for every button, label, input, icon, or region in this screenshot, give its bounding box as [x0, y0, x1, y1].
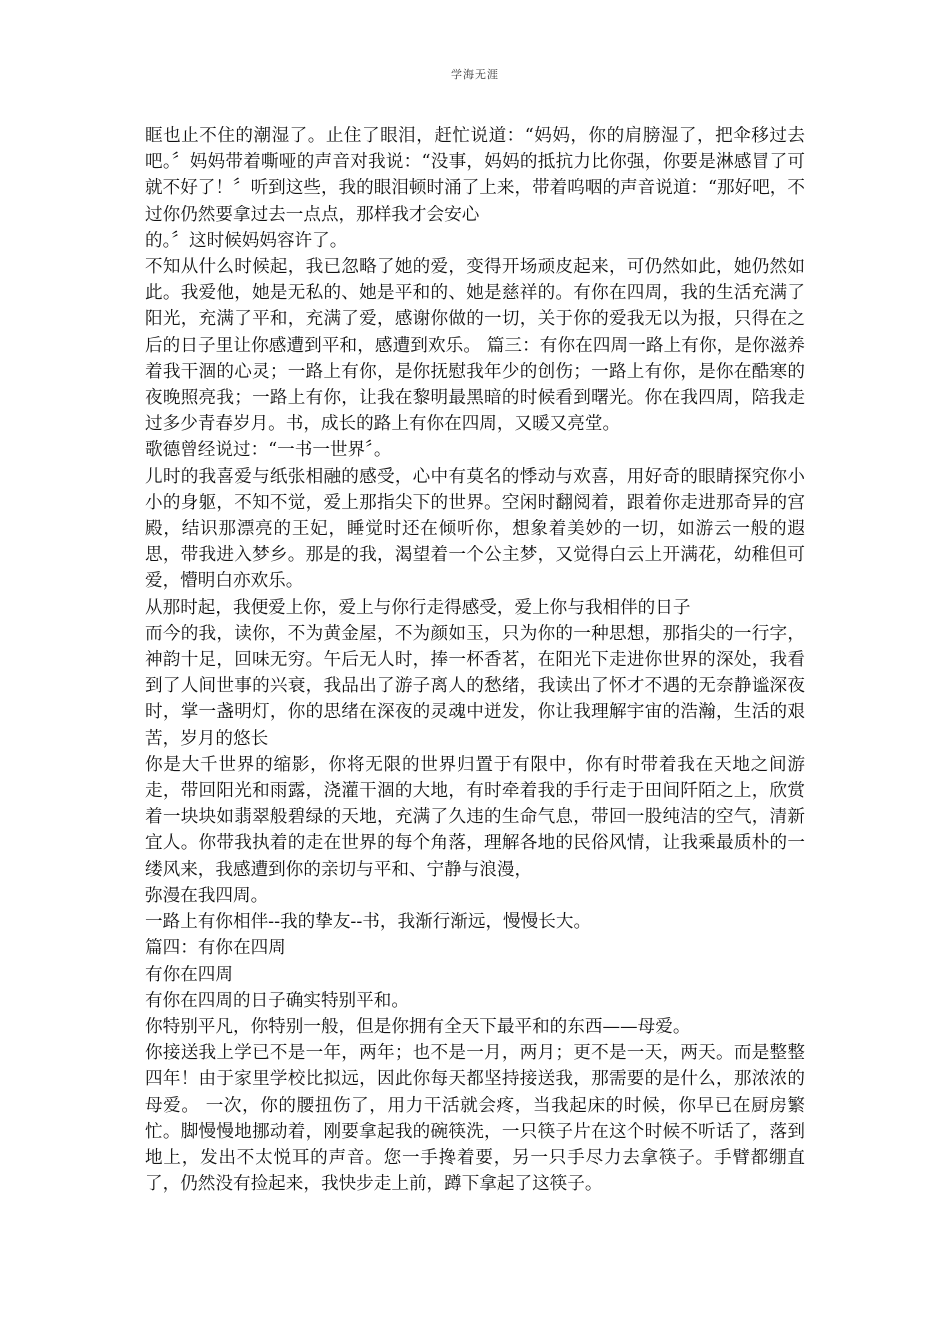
paragraph-14: 你特别平凡，你特别一般，但是你拥有全天下最平和的东西——母爱。	[145, 1016, 691, 1037]
page-header: 学海无涯	[451, 68, 499, 81]
paragraph-15: 你接送我上学已不是一年，两年；也不是一月，两月；更不是一天，两天。而是整整四年！由于家里学校比拟远，因此你每天都坚持接送我，那需要的是什么，那浓浓的母爱。 一次，你的腰扭伤了，用力干活就会疼，当我起床的时候，你早已在厨房繁忙。脚慢慢地挪动着，刚要拿起我的碗筷洗，一只筷子片在这个时候不听话了，落到地上，发出不太悦耳的声音。您一手搀着要，另一只手尽力去拿筷子。手臂都绷直了，仍然没有捡起来，我快步走上前，蹲下拿起了这筷子。	[145, 1043, 805, 1195]
paragraph-9: 弥漫在我四周。	[145, 885, 269, 906]
paragraph-13: 有你在四周的日子确实特别平和。	[145, 990, 409, 1011]
paragraph-4: 歌德曾经说过：“一书一世界〞。	[145, 440, 392, 461]
paragraph-5: 儿时的我喜爱与纸张相融的感受，心中有莫名的悸动与欢喜，用好奇的眼睛探究你小小的身躯，不知不觉，爱上那指尖下的世界。空闲时翻阅着，跟着你走进那奇异的宫殿，结识那漂亮的王妃，睡觉时还在倾听你，想象着美妙的一切，如游云一般的遐思，带我进入梦乡。那是的我，渴望着一个公主梦，又觉得白云上开满花，幼稚但可爱，懵明白亦欢乐。	[145, 466, 805, 592]
paragraph-1: 眶也止不住的潮湿了。止住了眼泪，赶忙说道：“妈妈，你的肩膀湿了，把伞移过去吧。〞妈妈带着嘶哑的声音对我说：“没事，妈妈的抵抗力比你强，你要是淋感冒了可就不好了！〞听到这些，我的眼泪顿时涌了上来，带着呜咽的声音说道：“那好吧，不过你仍然要拿过去一点点，那样我才会安心	[145, 126, 805, 225]
paragraph-7: 而今的我，读你，不为黄金屋，不为颜如玉，只为你的一种思想，那指尖的一行字，神韵十足，回味无穷。午后无人时，捧一杯香茗，在阳光下走进你世界的深处，我看到了人间世事的兴衰，我品出了游子离人的愁绪，我读出了怀才不遇的无奈静谧深夜时，掌一盏明灯，你的思绪在深夜的灵魂中迸发，你让我理解宇宙的浩瀚，生活的艰苦，岁月的悠长	[145, 623, 805, 749]
paragraph-6: 从那时起，我便爱上你，爱上与你行走得感受，爱上你与我相伴的日子	[145, 597, 691, 618]
paragraph-8: 你是大千世界的缩影，你将无限的世界归置于有限中，你有时带着我在天地之间游走，带回阳光和雨露，浇灌干涸的大地，有时牵着我的手行走于田间阡陌之上，欣赏着一块块如翡翠般碧绿的天地，充满了久违的生命气息，带回一股纯洁的空气，清新宜人。你带我执着的走在世界的每个角落，理解各地的民俗风情，让我乘最质朴的一缕风来，我感遭到你的亲切与平和、宁静与浪漫，	[145, 754, 805, 880]
section-heading: 篇四：有你在四周	[145, 938, 286, 959]
paragraph-2: 的。〞这时候妈妈容许了。	[145, 230, 348, 251]
paragraph-3: 不知从什么时候起，我已忽略了她的爱，变得开场顽皮起来，可仍然如此，她仍然如此。我爱他，她是无私的、她是平和的、她是慈祥的。有你在四周，我的生活充满了阳光，充满了平和，充满了爱，感谢你做的一切，关于你的爱我无以为报，只得在之后的日子里让你感遭到平和，感遭到欢乐。 篇三：有你在四周一路上有你，是你滋养着我干涸的心灵；一路上有你，是你抚慰我年少的创伤；一路上有你，是你在酷寒的夜晚照亮我；一路上有你，让我在黎明最黑暗的时候看到曙光。你在我四周，陪我走过多少青春岁月。书，成长的路上有你在四周，又暖又亮堂。	[145, 257, 805, 435]
paragraph-10: 一路上有你相伴--我的挚友--书，我渐行渐远，慢慢长大。	[145, 912, 592, 933]
section-title: 有你在四周	[145, 964, 233, 985]
document-body	[145, 123, 805, 1197]
